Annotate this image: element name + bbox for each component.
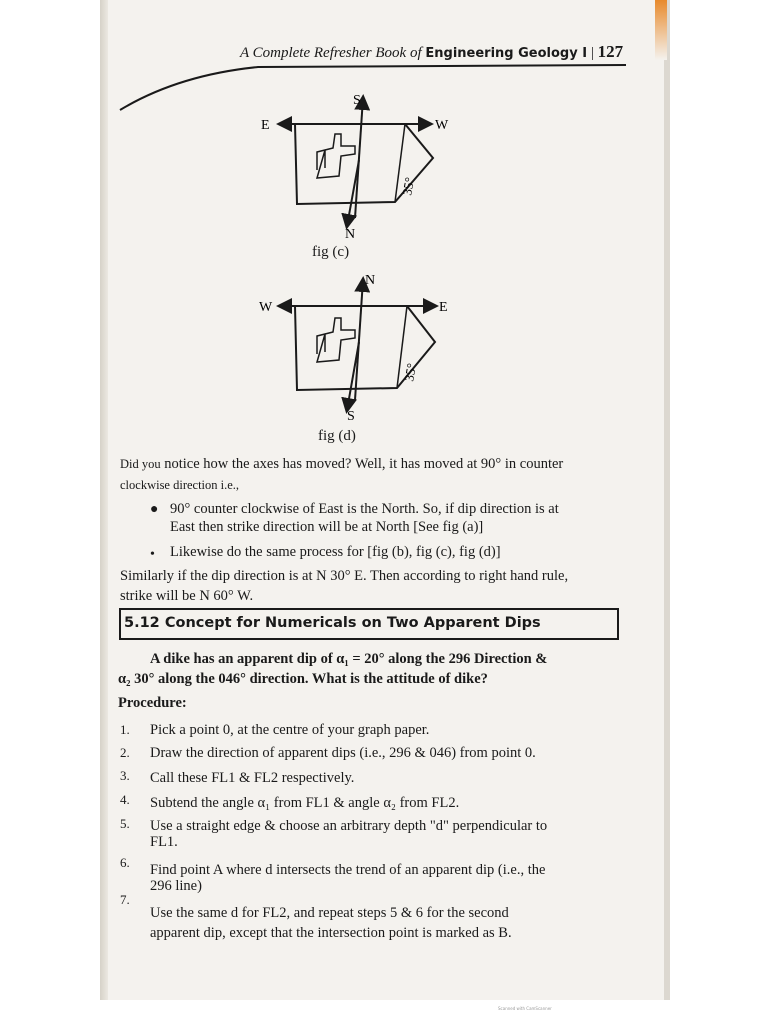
- step-number: 7.: [120, 892, 130, 907]
- fig-c-caption: fig (c): [312, 244, 350, 260]
- header-separator: |: [590, 45, 594, 61]
- step-4: Subtend the angle α₁ from FL1 & angle α₂ from FL2.: [150, 795, 460, 811]
- fig-c-hand-icon: [317, 134, 355, 178]
- section-title: Concept for Numericals on Two Apparent Dips: [164, 615, 541, 631]
- paragraph-axes-moved: [120, 455, 563, 473]
- question-line-2: α₂ 30° along the 046° direction. What is the attitude of dike?: [118, 671, 488, 687]
- fig-c-angle-label: 35°: [399, 175, 418, 197]
- fig-c-label-top: S: [353, 93, 361, 108]
- section-number: 5.12: [124, 615, 160, 631]
- step-number: 3.: [120, 768, 130, 783]
- subject-title: Engineering Geology I: [425, 46, 588, 61]
- paragraph-line-2: clockwise direction i.e.,: [120, 478, 240, 492]
- bullet-item-1: 90° counter clockwise of East is the North. So, if dip direction is at: [170, 501, 559, 517]
- bullet-dot: ●: [150, 502, 159, 517]
- fig-c-label-bottom: N: [345, 227, 356, 240]
- step-7-cont: apparent dip, except that the intersection point is marked as B.: [150, 925, 512, 941]
- book-title: A Complete Refresher Book of: [240, 45, 422, 61]
- bullet-dot: •: [150, 547, 155, 562]
- step-2: Draw the direction of apparent dips (i.e., 296 & 046) from point 0.: [150, 745, 536, 761]
- fig-d-label-bottom: S: [347, 409, 355, 422]
- fig-d-hand-icon: [317, 318, 355, 362]
- step-6: Find point A where d intersects the trend of an apparent dip (i.e., the: [150, 862, 546, 878]
- step-number: 2.: [120, 745, 130, 760]
- question-line-1: A dike has an apparent dip of α₁ = 20° along the 296 Direction &: [150, 651, 548, 667]
- step-3: Call these FL1 & FL2 respectively.: [150, 770, 355, 786]
- scanner-watermark: Scanned with CamScanner: [498, 1006, 552, 1011]
- fig-d-label-right: E: [439, 300, 448, 315]
- fig-c-label-right: W: [435, 118, 449, 133]
- fig-d-axis: [355, 280, 363, 400]
- fig-d-diagram: [255, 272, 455, 422]
- procedure-label: Procedure:: [118, 695, 187, 711]
- bullet-item-2: Likewise do the same process for [fig (b), fig (c), fig (d)]: [170, 544, 501, 560]
- step-7: Use the same d for FL2, and repeat steps 5 & 6 for the second: [150, 905, 509, 921]
- page-number: 127: [597, 42, 624, 61]
- paragraph-line: notice how the axes has moved? Well, it has moved at 90° in counter: [164, 456, 564, 472]
- section-heading: [124, 615, 541, 631]
- fig-d-angle-label: 35°: [401, 361, 420, 383]
- paragraph-right-hand-rule: Similarly if the dip direction is at N 30° E. Then according to right hand rule,: [120, 568, 569, 584]
- bullet-item-1-cont: East then strike direction will be at North [See fig (a)]: [170, 519, 484, 535]
- fig-c-label-left: E: [261, 118, 270, 133]
- paragraph-right-hand-rule-cont: strike will be N 60° W.: [120, 588, 254, 604]
- step-6-cont: 296 line): [150, 878, 202, 894]
- fig-d-caption: fig (d): [318, 428, 356, 444]
- step-number: 5.: [120, 816, 130, 831]
- page-right-edge: [664, 0, 670, 1000]
- fig-d-label-left: W: [259, 300, 273, 315]
- step-number: 4.: [120, 792, 130, 807]
- fig-c-diagram: [255, 90, 455, 240]
- fig-d-label-top: N: [365, 273, 376, 288]
- step-1: Pick a point 0, at the centre of your graph paper.: [150, 722, 430, 738]
- step-5: Use a straight edge & choose an arbitrary depth "d" perpendicular to: [150, 818, 548, 834]
- step-number: 1.: [120, 722, 130, 737]
- step-number: 6.: [120, 855, 130, 870]
- fig-c-axis: [355, 98, 363, 218]
- step-5-cont: FL1.: [150, 834, 178, 850]
- paragraph-lead: Did you: [120, 457, 161, 471]
- page-corner-mark: [655, 0, 667, 60]
